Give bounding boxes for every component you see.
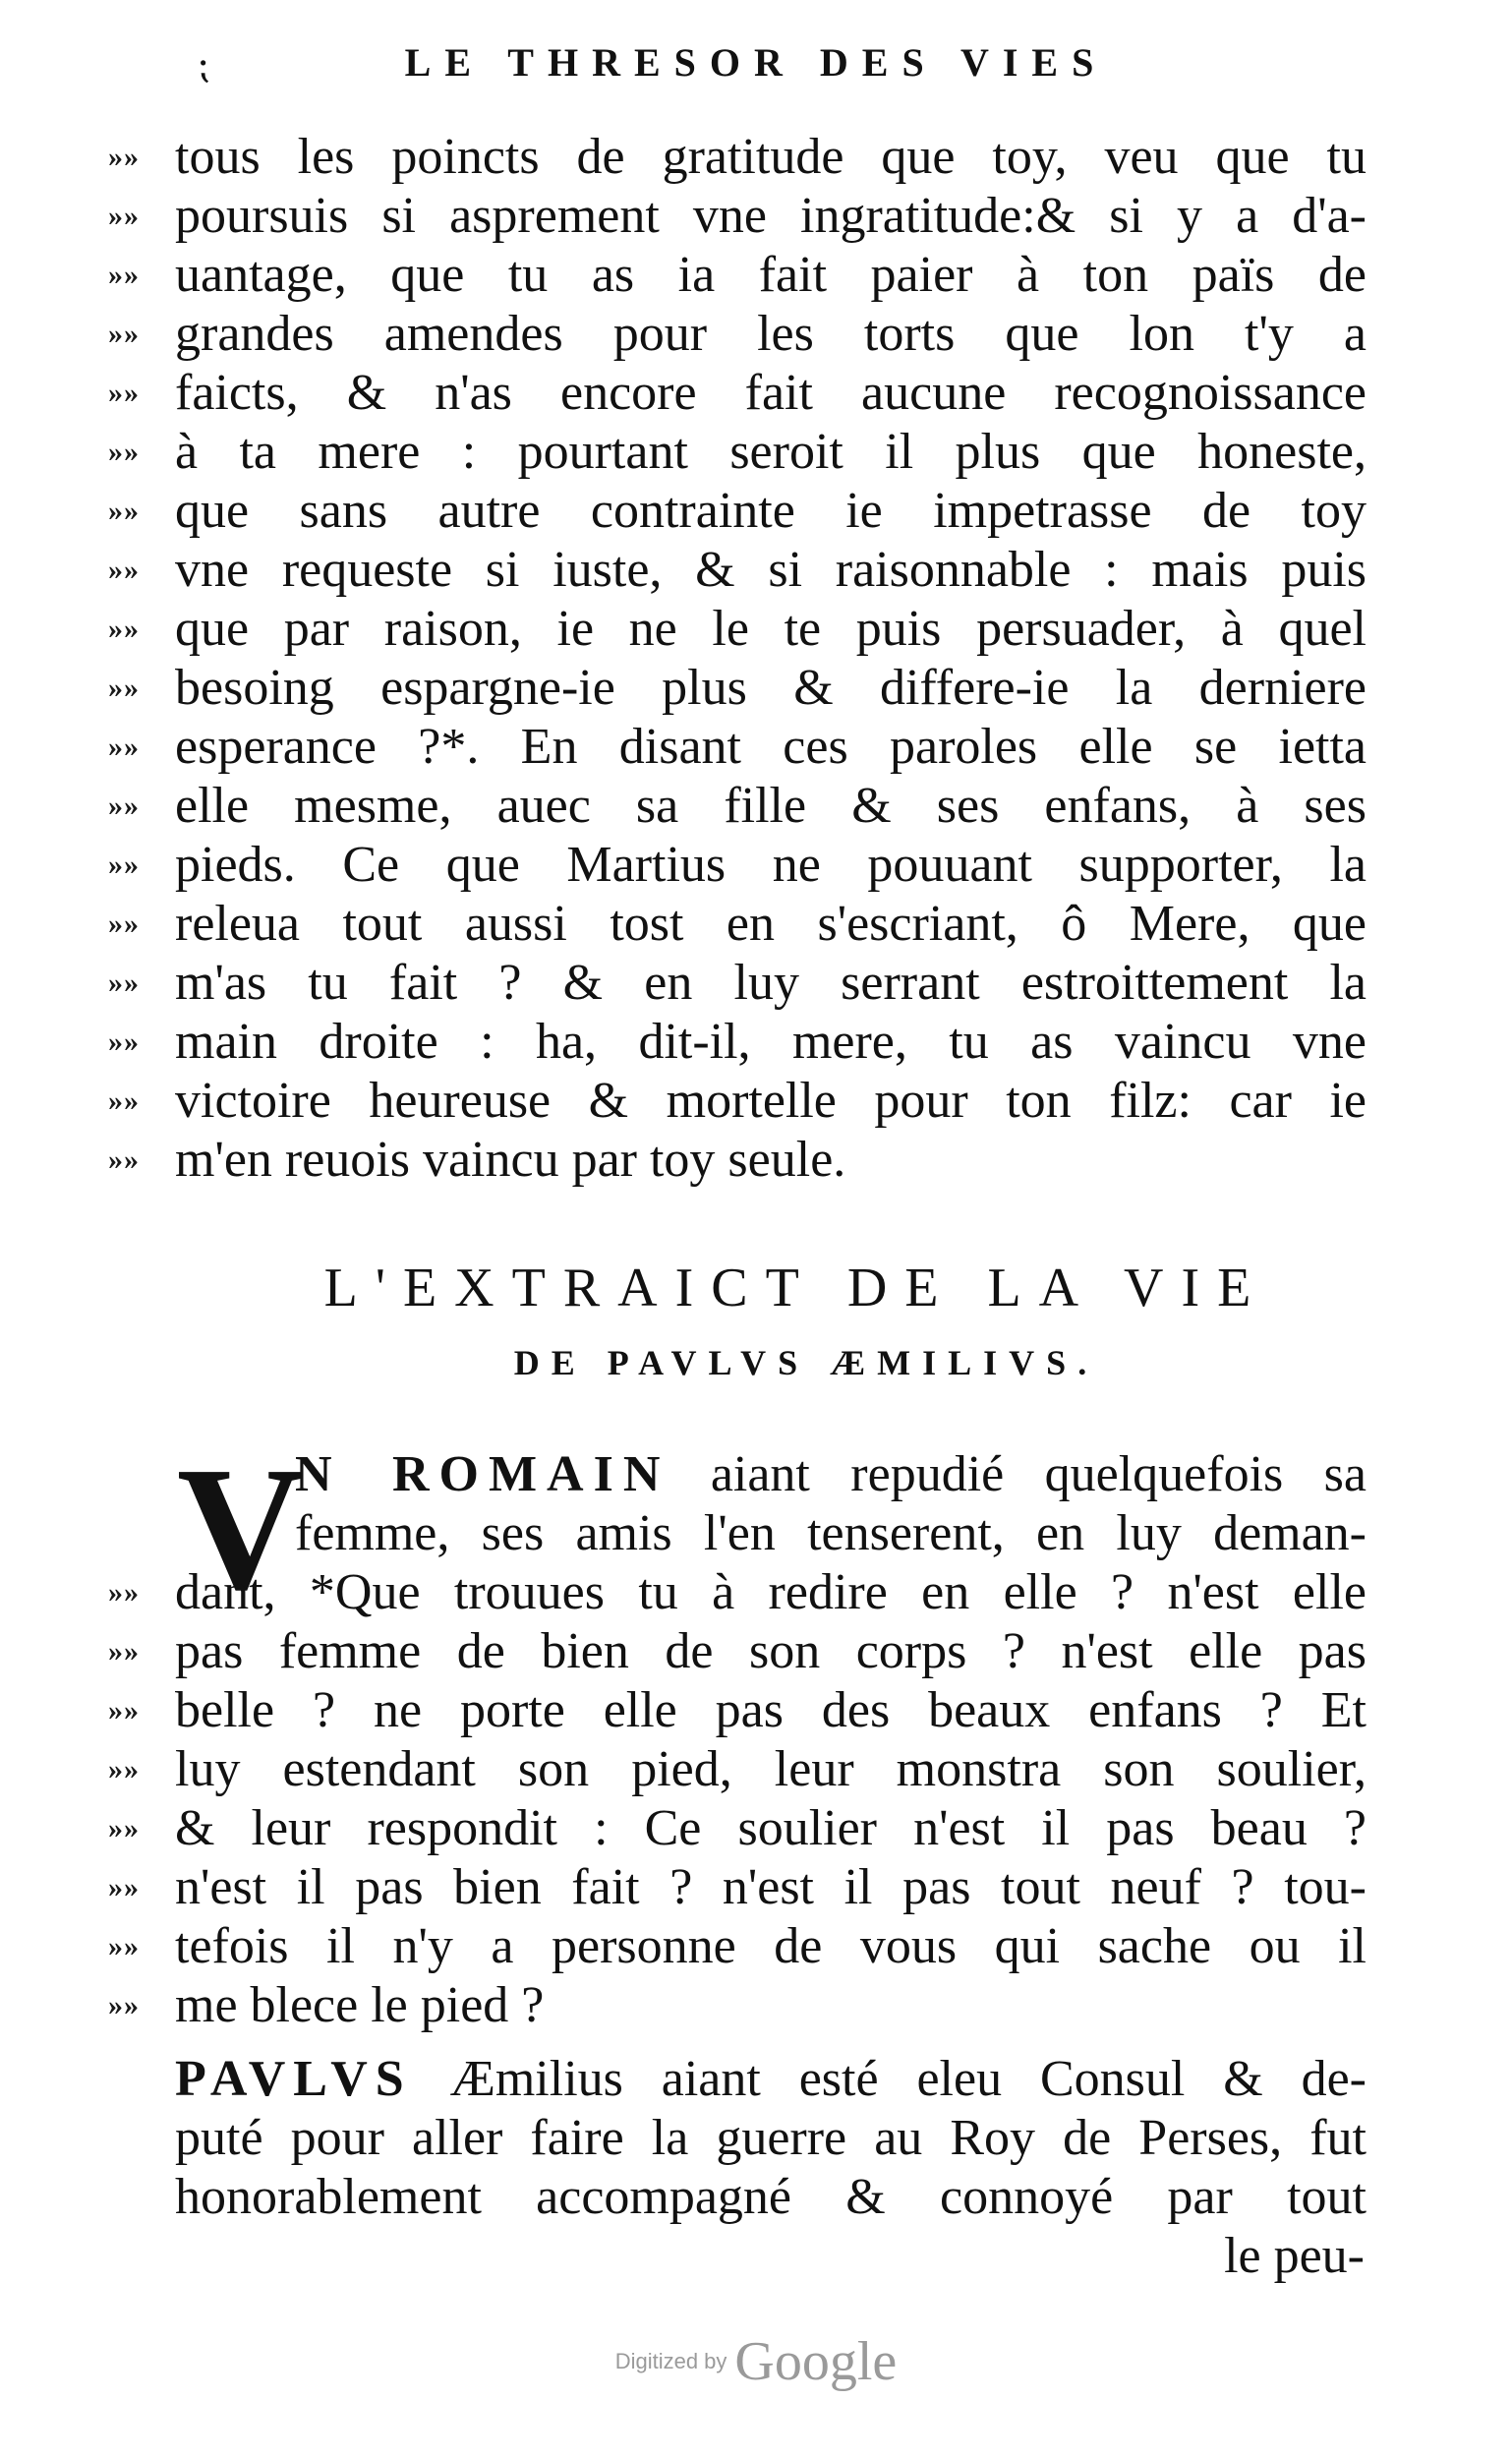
running-head-mark: ⁏ — [197, 42, 210, 87]
paragraph-2-line-1 — [175, 2050, 1367, 2109]
quote-marks: »» — [108, 1989, 140, 2021]
line-text: que sans autre contrainte ie impetrasse de toy — [175, 483, 1367, 539]
quote-marks: »» — [108, 1635, 140, 1668]
top-text-block — [98, 128, 1367, 1190]
quote-marks: »» — [108, 259, 140, 291]
quote-marks: »» — [108, 554, 140, 586]
text-line — [98, 777, 1367, 836]
text-line — [98, 305, 1367, 364]
catchword: le peu- — [1224, 2228, 1365, 2284]
line-text: uantage, que tu as ia fait paier à ton païs de — [175, 247, 1367, 303]
text-line — [98, 659, 1367, 718]
quote-marks: »» — [108, 1812, 140, 1844]
text-line — [98, 1563, 1367, 1622]
quote-marks: »» — [108, 1930, 140, 1962]
line-text: pieds. Ce que Martius ne pouuant supporter, la — [175, 837, 1367, 893]
quote-marks: »» — [108, 966, 140, 999]
quote-marks: »» — [108, 318, 140, 350]
quote-marks: »» — [108, 1694, 140, 1726]
line-text: main droite : ha, dit-il, mere, tu as vaincu vne — [175, 1014, 1367, 1070]
text-line — [98, 600, 1367, 659]
quote-marks: »» — [108, 849, 140, 881]
line-text: grandes amendes pour les torts que lon t'y a — [175, 306, 1367, 362]
quote-marks: »» — [108, 1576, 140, 1609]
para2-smallcaps: PAVLVS — [175, 2051, 412, 2107]
quote-marks: »» — [108, 1753, 140, 1785]
quote-marks: »» — [108, 377, 140, 409]
quote-marks: »» — [108, 1084, 140, 1117]
quote-marks: »» — [108, 613, 140, 645]
text-line — [98, 1013, 1367, 1072]
text-line — [98, 541, 1367, 600]
text-line — [98, 1917, 1367, 1976]
line-text: me blece le pied ? — [175, 1977, 545, 2033]
section-subheading: DE PAVLVS ÆMILIVS. — [513, 1343, 1099, 1382]
text-line — [98, 187, 1367, 246]
para2-line1-rest: Æmilius aiant esté eleu Consul & de- — [449, 2051, 1367, 2107]
line-text: vne requeste si iuste, & si raisonnable : mais puis — [175, 542, 1367, 598]
watermark-caption: Digitized by — [614, 2349, 727, 2373]
running-head — [0, 39, 1512, 86]
text-line — [98, 423, 1367, 482]
line-text: besoing espargne-ie plus & differe-ie la derniere — [175, 660, 1367, 716]
quote-marks: »» — [108, 436, 140, 468]
drop-cap: V — [177, 1431, 305, 1626]
line-text: poursuis si asprement vne ingratitude:& si y a d'a- — [175, 188, 1367, 244]
text-line — [98, 1072, 1367, 1131]
lead-line — [295, 1445, 1367, 1504]
line-text: belle ? ne porte elle pas des beaux enfans ? Et — [175, 1682, 1367, 1738]
lead-rest: aiant repudié quelquefois sa — [710, 1446, 1367, 1502]
line-text: elle mesme, auec sa fille & ses enfans, à ses — [175, 778, 1367, 834]
text-line — [98, 128, 1367, 187]
quote-marks: »» — [108, 1871, 140, 1903]
quote-marks: »» — [108, 907, 140, 940]
line-text: m'as tu fait ? & en luy serrant estroittement la — [175, 955, 1367, 1011]
digitized-watermark — [0, 2330, 1512, 2393]
quote-marks: »» — [108, 1025, 140, 1058]
line-text: luy estendant son pied, leur monstra son soulier, — [175, 1741, 1367, 1797]
text-line — [98, 1858, 1367, 1917]
text-line — [98, 1681, 1367, 1740]
quote-marks: »» — [108, 731, 140, 763]
text-line — [98, 1131, 1367, 1190]
quote-marks: »» — [108, 1143, 140, 1176]
text-line — [98, 482, 1367, 541]
line-text: tefois il n'y a personne de vous qui sache ou il — [175, 1918, 1367, 1974]
line-text: n'est il pas bien fait ? n'est il pas tout neuf ? tou- — [175, 1859, 1367, 1915]
line-text: à ta mere : pourtant seroit il plus que honeste, — [175, 424, 1367, 480]
text-line — [98, 246, 1367, 305]
quote-marks: »» — [108, 790, 140, 822]
running-head-title: LE THRESOR DES VIES — [404, 40, 1108, 85]
line-text: tous les poincts de gratitude que toy, veu que tu — [175, 129, 1367, 185]
text-line — [98, 718, 1367, 777]
paragraph-2-line-2: puté pour aller faire la guerre au Roy de Perses, fut — [175, 2110, 1367, 2166]
section-heading: L'EXTRAICT DE LA VIE — [323, 1258, 1269, 1318]
text-line — [98, 1799, 1367, 1858]
line-text: faicts, & n'as encore fait aucune recognoissance — [175, 365, 1367, 421]
quote-marks: »» — [108, 495, 140, 527]
text-line — [98, 1740, 1367, 1799]
line-text: & leur respondit : Ce soulier n'est il pas beau ? — [175, 1800, 1367, 1856]
text-line — [98, 954, 1367, 1013]
line-text: pas femme de bien de son corps ? n'est elle pas — [175, 1623, 1367, 1679]
text-line — [98, 836, 1367, 895]
anecdote-block — [98, 1563, 1367, 2035]
text-line — [98, 895, 1367, 954]
quote-marks: »» — [108, 200, 140, 232]
lead-line-2: femme, ses amis l'en tenserent, en luy deman- — [295, 1505, 1367, 1561]
lead-smallcaps: N ROMAIN — [295, 1446, 670, 1502]
paragraph-2-line-3: honorablement accompagné & connoyé par tout — [175, 2169, 1367, 2225]
text-line — [98, 1976, 1367, 2035]
line-text: que par raison, ie ne le te puis persuader, à quel — [175, 601, 1367, 657]
quote-marks: »» — [108, 672, 140, 704]
quote-marks: »» — [108, 141, 140, 173]
line-text: m'en reuois vaincu par toy seule. — [175, 1132, 846, 1188]
line-text: dant, *Que trouues tu à redire en elle ? n'est elle — [175, 1564, 1367, 1620]
text-line — [98, 364, 1367, 423]
line-text: esperance ?*. En disant ces paroles elle se ietta — [175, 719, 1367, 775]
text-line — [98, 1622, 1367, 1681]
line-text: victoire heureuse & mortelle pour ton filz: car ie — [175, 1073, 1367, 1129]
line-text: releua tout aussi tost en s'escriant, ô Mere, que — [175, 896, 1367, 952]
google-logo: Google — [734, 2331, 898, 2392]
